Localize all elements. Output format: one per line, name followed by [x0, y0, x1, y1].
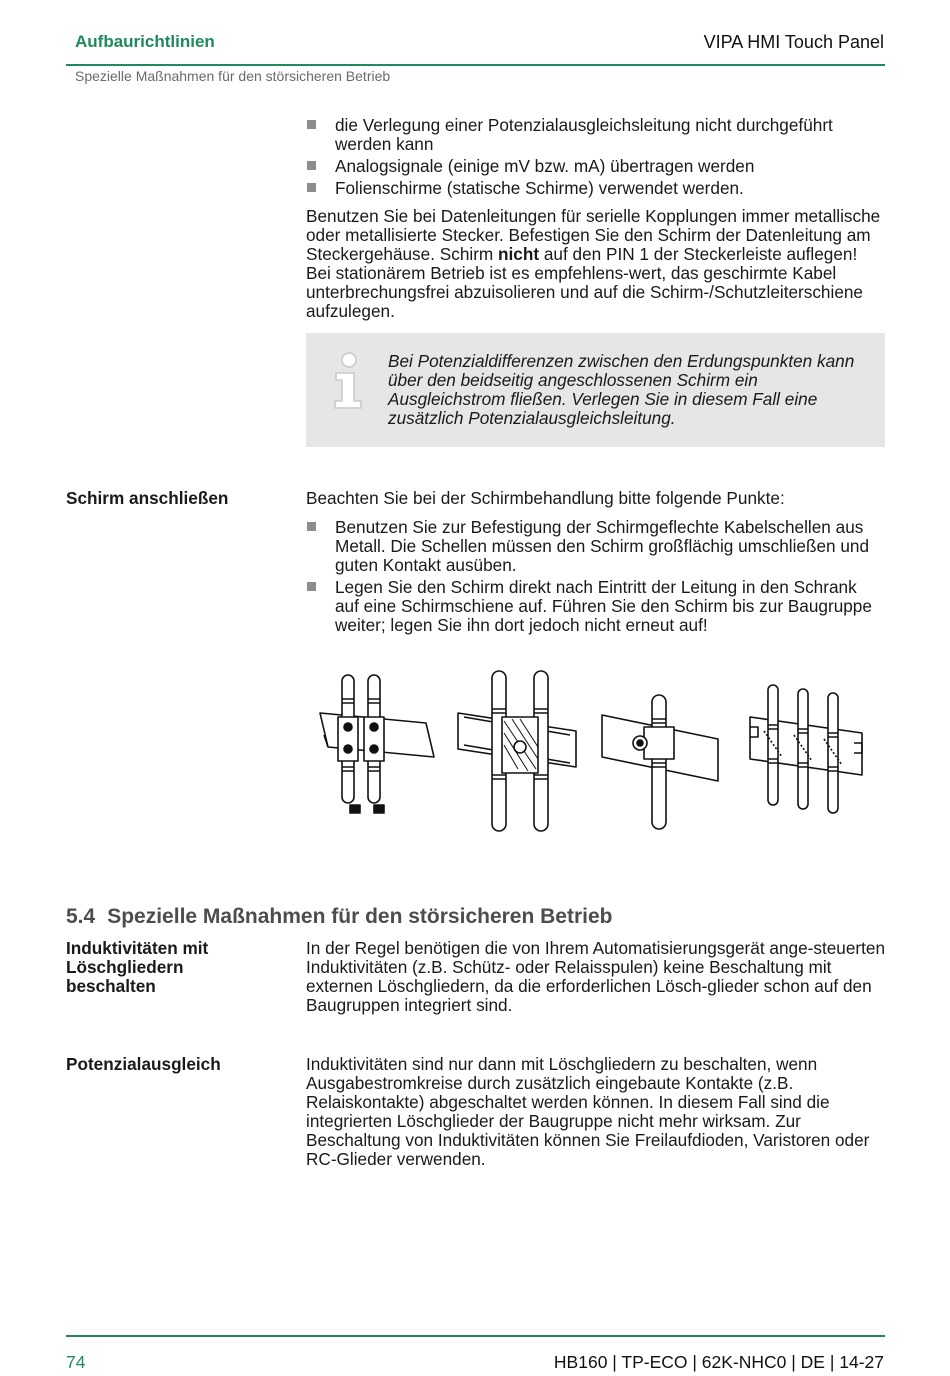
schirm-heading: Schirm anschließen	[66, 488, 229, 508]
emphasis-text: nicht	[498, 244, 540, 264]
header-rule	[66, 64, 885, 66]
potenzial-heading: Potenzialausgleich	[66, 1054, 221, 1074]
page-number: 74	[66, 1352, 86, 1372]
chapter-title: Aufbaurichtlinien	[75, 32, 215, 51]
document-id: HB160 | TP-ECO | 62K-NHC0 | DE | 14-27	[553, 1352, 884, 1372]
section-title: Spezielle Maßnahmen für den störsicheren Betrieb	[107, 905, 613, 928]
schirm-bullet-list	[306, 518, 885, 635]
schirm-lead: Beachten Sie bei der Schirmbehandlung bitte folgende Punkte:	[306, 488, 785, 508]
section-number: 5.4	[66, 905, 96, 928]
clamp-figure-1	[320, 675, 434, 813]
list-item: Folienschirme (statische Schirme) verwendet werden.	[306, 179, 885, 198]
list-item: Analogsignale (einige mV bzw. mA) übertragen werden	[306, 157, 885, 176]
heading-line: Induktivitäten mit	[66, 938, 209, 958]
clamp-figure-3	[602, 695, 718, 829]
section-subtitle: Spezielle Maßnahmen für den störsicheren Betrieb	[75, 68, 391, 84]
induktivitaeten-heading	[66, 939, 286, 996]
datenleitung-paragraph	[306, 207, 885, 321]
paragraph-part: auf den PIN 1 der Steckerleiste auflegen! Bei stationärem Betrieb ist es empfehlens-wert, das geschirmte Kabel unterbrechungsfrei abzuisolieren und auf die Schirm-/Schutzleiterschiene aufzulegen.	[306, 244, 863, 321]
potenzial-text: Induktivitäten sind nur dann mit Löschgliedern zu beschalten, wenn Ausgabestromkreise durch zusätzlich eingebaute Kontakte (z.B. Relaiskontakte) abgeschaltet werden können. In diesem Fall sind die integrierten Löschglieder der Baugruppe nicht mehr wirksam. Zur Beschaltung von Induktivitäten können Sie Freilaufdioden, Varistoren oder RC-Glieder verwenden.	[306, 1054, 870, 1169]
heading-line: beschalten	[66, 976, 156, 996]
shield-clamp-illustration	[306, 665, 876, 843]
info-note-box	[306, 333, 885, 447]
heading-line: Löschgliedern	[66, 957, 184, 977]
clamp-figure-4	[750, 685, 862, 813]
list-item: die Verlegung einer Potenzialausgleichsleitung nicht durchgeführt werden kann	[306, 116, 885, 154]
intro-bullet-list	[306, 116, 885, 198]
footer-rule	[66, 1335, 885, 1337]
section-heading	[66, 905, 613, 929]
list-item: Legen Sie den Schirm direkt nach Eintritt der Leitung in den Schrank auf eine Schirmschiene auf. Führen Sie den Schirm bis zur Baugruppe weiter; legen Sie ihn dort jedoch nicht erneut auf!	[306, 578, 885, 635]
info-icon	[328, 351, 368, 411]
note-text: Bei Potenzialdifferenzen zwischen den Erdungspunkten kann über den beidseitig angeschlossenen Schirm ein Ausgleichstrom fließen. Verlegen Sie in diesem Fall eine zusätzlich Potenzialausgleichsleitung.	[388, 351, 855, 428]
list-item: Benutzen Sie zur Befestigung der Schirmgeflechte Kabelschellen aus Metall. Die Schellen müssen den Schirm großflächig umschließen und guten Kontakt ausüben.	[306, 518, 885, 575]
paragraph-part: Benutzen Sie bei Datenleitungen für serielle Kopplungen immer metallische oder metallisierte Stecker. Befestigen Sie den Schirm der Datenleitung am Steckergehäuse. Schirm	[306, 206, 881, 264]
clamp-figure-2	[458, 671, 576, 831]
induktivitaeten-text: In der Regel benötigen die von Ihrem Automatisierungsgerät ange-steuerten Induktivitäten (z.B. Schütz- oder Relaisspulen) keine Beschaltung mit externen Löschgliedern, da die erforderlichen Lösch-glieder schon auf den Baugruppen integriert sind.	[306, 938, 886, 1015]
product-name: VIPA HMI Touch Panel	[703, 32, 884, 52]
